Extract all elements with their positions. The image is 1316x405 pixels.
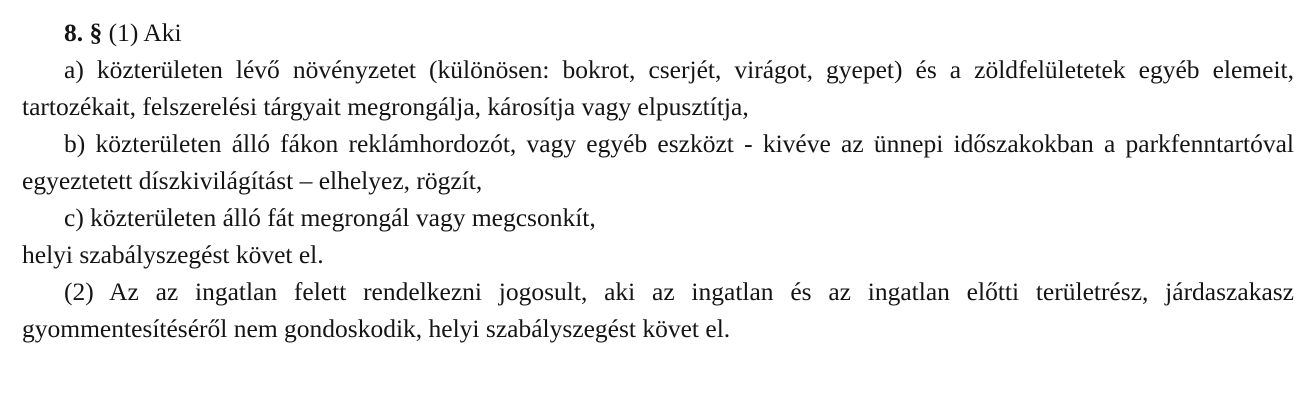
paragraph-text: (1) Aki [102, 18, 182, 47]
paragraph-subsection-2 [22, 273, 1294, 347]
paragraph-text: (2) Az az ingatlan felett rendelkezni jogosult, aki az ingatlan és az ingatlan előtti területrész, járdaszakasz gyommentesítéséről nem gondoskodik, helyi szabályszegést követ el. [22, 277, 1294, 343]
paragraph-point-b [22, 125, 1294, 199]
document-text-body [22, 14, 1294, 347]
paragraph-closing-clause [22, 236, 1294, 273]
paragraph-point-a [22, 51, 1294, 125]
paragraph-text: a) közterületen lévő növényzetet (különösen: bokrot, cserjét, virágot, gyepet) és a zöldfelületetek egyéb elemeit, tartozékait, felszerelési tárgyait megrongálja, károsítja vagy elpusztítja, [22, 55, 1294, 121]
paragraph-point-c [22, 199, 1294, 236]
paragraph-text: c) közterületen álló fát megrongál vagy megcsonkít, [64, 203, 596, 232]
paragraph-text: helyi szabályszegést követ el. [22, 240, 324, 269]
section-number-label: 8. § [64, 18, 103, 47]
paragraph-text: b) közterületen álló fákon reklámhordozót, vagy egyéb eszközt - kivéve az ünnepi időszakokban a parkfenntartóval egyeztetett díszkivilágítást – elhelyez, rögzít, [22, 129, 1294, 195]
paragraph-section-8-heading [22, 14, 1294, 51]
